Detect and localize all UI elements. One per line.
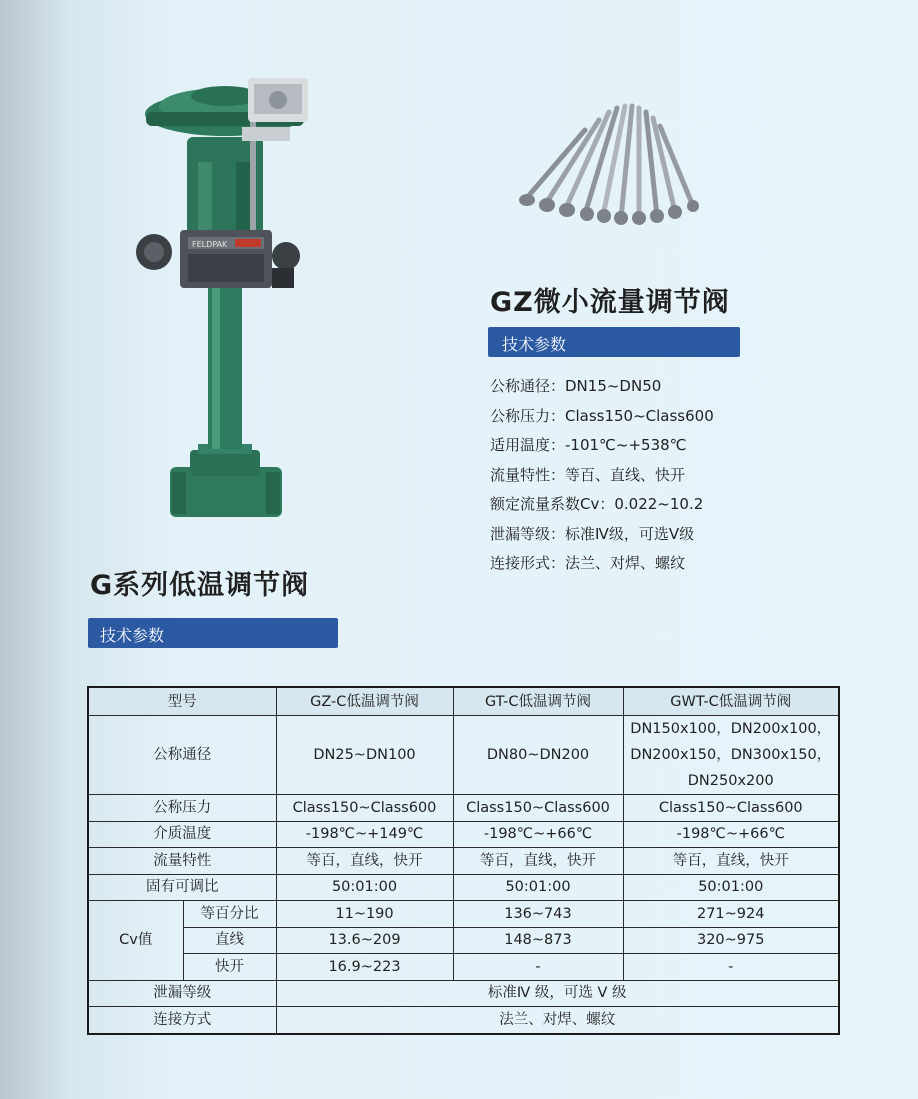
gz-spec-item: 额定流量系数Cv：0.022~10.2 — [490, 495, 704, 513]
table-cell: 等百，直线，快开 — [276, 848, 453, 875]
table-row — [88, 980, 839, 1007]
row-label: 公称通径 — [88, 716, 276, 795]
table-cell: -198℃~+149℃ — [276, 821, 453, 848]
gz-spec-item: 连接形式：法兰、对焊、螺纹 — [490, 554, 686, 572]
row-label: 公称压力 — [88, 795, 276, 822]
cell-line: DN250x200 — [687, 773, 774, 789]
gz-valve-title: GZ微小流量调节阀 — [490, 287, 730, 318]
svg-text:FELDPAK: FELDPAK — [192, 240, 228, 249]
g-series-title: G系列低温调节阀 — [90, 570, 310, 601]
row-label: 连接方式 — [88, 1007, 276, 1034]
gz-section-label: 技术参数 — [502, 335, 567, 354]
table-cell: DN80~DN200 — [453, 716, 623, 795]
sub-row-label: 直线 — [183, 927, 276, 954]
table-cell: 148~873 — [453, 927, 623, 954]
table-cell-merged: 法兰、对焊、螺纹 — [276, 1007, 839, 1034]
sub-row-label: 等百分比 — [183, 901, 276, 928]
gz-spec-item: 泄漏等级：标准Ⅳ级，可选Ⅴ级 — [490, 524, 695, 543]
table-cell: DN25~DN100 — [276, 716, 453, 795]
table-cell: -198℃~+66℃ — [453, 821, 623, 848]
gz-spec-item: 公称压力：Class150~Class600 — [490, 406, 714, 425]
table-header-cell: GZ-C低温调节阀 — [276, 687, 453, 716]
table-cell: 等百，直线，快开 — [453, 848, 623, 875]
table-cell: 等百，直线，快开 — [623, 848, 839, 875]
table-cell: 11~190 — [276, 901, 453, 928]
row-label: 泄漏等级 — [88, 980, 276, 1007]
table-cell: Class150~Class600 — [276, 795, 453, 822]
sub-row-label: 快开 — [183, 954, 276, 981]
table-cell: - — [623, 954, 839, 981]
table-header-cell: GWT-C低温调节阀 — [623, 687, 839, 716]
table-cell: -198℃~+66℃ — [623, 821, 839, 848]
table-cell: Class150~Class600 — [623, 795, 839, 822]
cell-line: DN150x100，DN200x100， — [630, 721, 832, 737]
cell-line: DN200x150，DN300x150， — [630, 747, 832, 763]
table-cell: 320~975 — [623, 927, 839, 954]
table-row — [88, 795, 839, 822]
row-label: 流量特性 — [88, 848, 276, 875]
table-header-cell: GT-C低温调节阀 — [453, 687, 623, 716]
g-series-section-header — [88, 618, 338, 648]
g-series-section-label: 技术参数 — [100, 626, 165, 645]
table-cell: 136~743 — [453, 901, 623, 928]
gz-section-header — [488, 327, 740, 357]
gz-spec-item: 公称通径：DN15~DN50 — [490, 377, 662, 395]
table-row — [88, 874, 839, 901]
table-row — [88, 901, 839, 928]
table-header-cell: 型号 — [88, 687, 276, 716]
table-cell: 13.6~209 — [276, 927, 453, 954]
table-cell: - — [453, 954, 623, 981]
row-label: 固有可调比 — [88, 874, 276, 901]
valve-plug-probes-image — [505, 100, 710, 230]
table-row — [88, 1007, 839, 1034]
table-row — [88, 848, 839, 875]
table-row — [88, 954, 839, 981]
table-cell: 50:01:00 — [453, 874, 623, 901]
gz-spec-list — [490, 372, 714, 579]
gz-spec-item: 适用温度：-101℃~+538℃ — [490, 436, 687, 454]
spec-table — [87, 686, 840, 1035]
table-cell-merged: 标准Ⅳ 级，可选 Ⅴ 级 — [276, 980, 839, 1007]
row-label: 介质温度 — [88, 821, 276, 848]
table-row — [88, 716, 839, 795]
control-valve-image — [132, 72, 312, 532]
gz-spec-item: 流量特性：等百、直线、快开 — [490, 465, 686, 484]
table-header-row — [88, 687, 839, 716]
table-row — [88, 821, 839, 848]
table-cell: 50:01:00 — [623, 874, 839, 901]
table-cell: 16.9~223 — [276, 954, 453, 981]
table-cell: 271~924 — [623, 901, 839, 928]
table-cell-multiline — [623, 716, 839, 795]
table-row — [88, 927, 839, 954]
row-label: Cv值 — [88, 901, 183, 981]
table-cell: 50:01:00 — [276, 874, 453, 901]
table-cell: Class150~Class600 — [453, 795, 623, 822]
